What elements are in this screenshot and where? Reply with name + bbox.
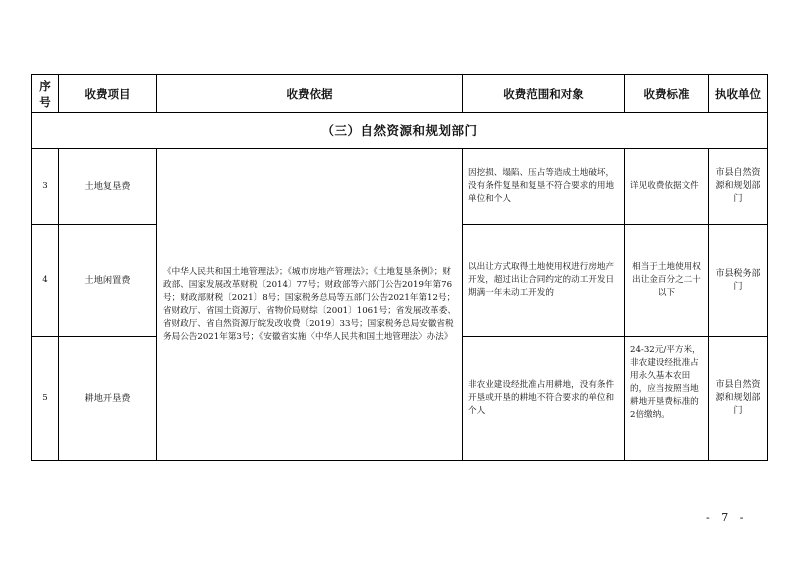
header-scope: 收费范围和对象 (463, 75, 625, 113)
row-item: 土地闲置费 (59, 225, 157, 337)
row-no: 4 (32, 225, 59, 337)
row-unit: 市县自然资源和规划部门 (709, 149, 768, 225)
header-unit: 执收单位 (709, 75, 768, 113)
row-no: 3 (32, 149, 59, 225)
header-basis: 收费依据 (157, 75, 463, 113)
header-row (32, 75, 768, 113)
header-item: 收费项目 (59, 75, 157, 113)
row-scope: 因挖损、塌陷、压占等造成土地破坏，没有条件复垦和复垦不符合要求的用地单位和个人 (463, 149, 625, 225)
section-title: （三）自然资源和规划部门 (32, 113, 768, 149)
table-row (32, 149, 768, 225)
row-standard: 24-32元/平方米，非农建设经批准占用永久基本农田的，应当按照当地耕地开垦费标准的 2倍缴纳。 (625, 337, 709, 461)
row-no: 5 (32, 337, 59, 461)
page-number: - 7 - (706, 511, 748, 524)
row-item: 耕地开垦费 (59, 337, 157, 461)
row-item: 土地复垦费 (59, 149, 157, 225)
row-standard: 详见收费依据文件 (625, 149, 709, 225)
row-scope: 非农业建设经批准占用耕地，没有条件开垦或开垦的耕地不符合要求的单位和个人 (463, 337, 625, 461)
row-scope: 以出让方式取得土地使用权进行房地产开发，超过出让合同约定的动工开发日期满一年未动工开发的 (463, 225, 625, 337)
fee-table (31, 74, 768, 461)
row-unit: 市县自然资源和规划部门 (709, 337, 768, 461)
row-unit: 市县税务部门 (709, 225, 768, 337)
section-row (32, 113, 768, 149)
header-no: 序号 (32, 75, 59, 113)
shared-basis: 《中华人民共和国土地管理法》；《城市房地产管理法》；《土地复垦条例》；财政部、国家发展改革财税〔2014〕77号；财政部等六部门公告2019年第76号；财政部财税〔2021〕8号；国家税务总局等五部门公告2021年第12号；省财政厅、省国土资源厅、省物价局财综〔2001〕1061号；省发展改革委、省财政厅、省自然资源厅皖发改收费〔2019〕33号；国家税务总局安徽省税务局公告2021年第3号；《安徽省实施〈中华人民共和国土地管理法〉办法》 (157, 149, 463, 461)
row-standard: 相当于土地使用权出让金百分之二十以下 (625, 225, 709, 337)
header-standard: 收费标准 (625, 75, 709, 113)
